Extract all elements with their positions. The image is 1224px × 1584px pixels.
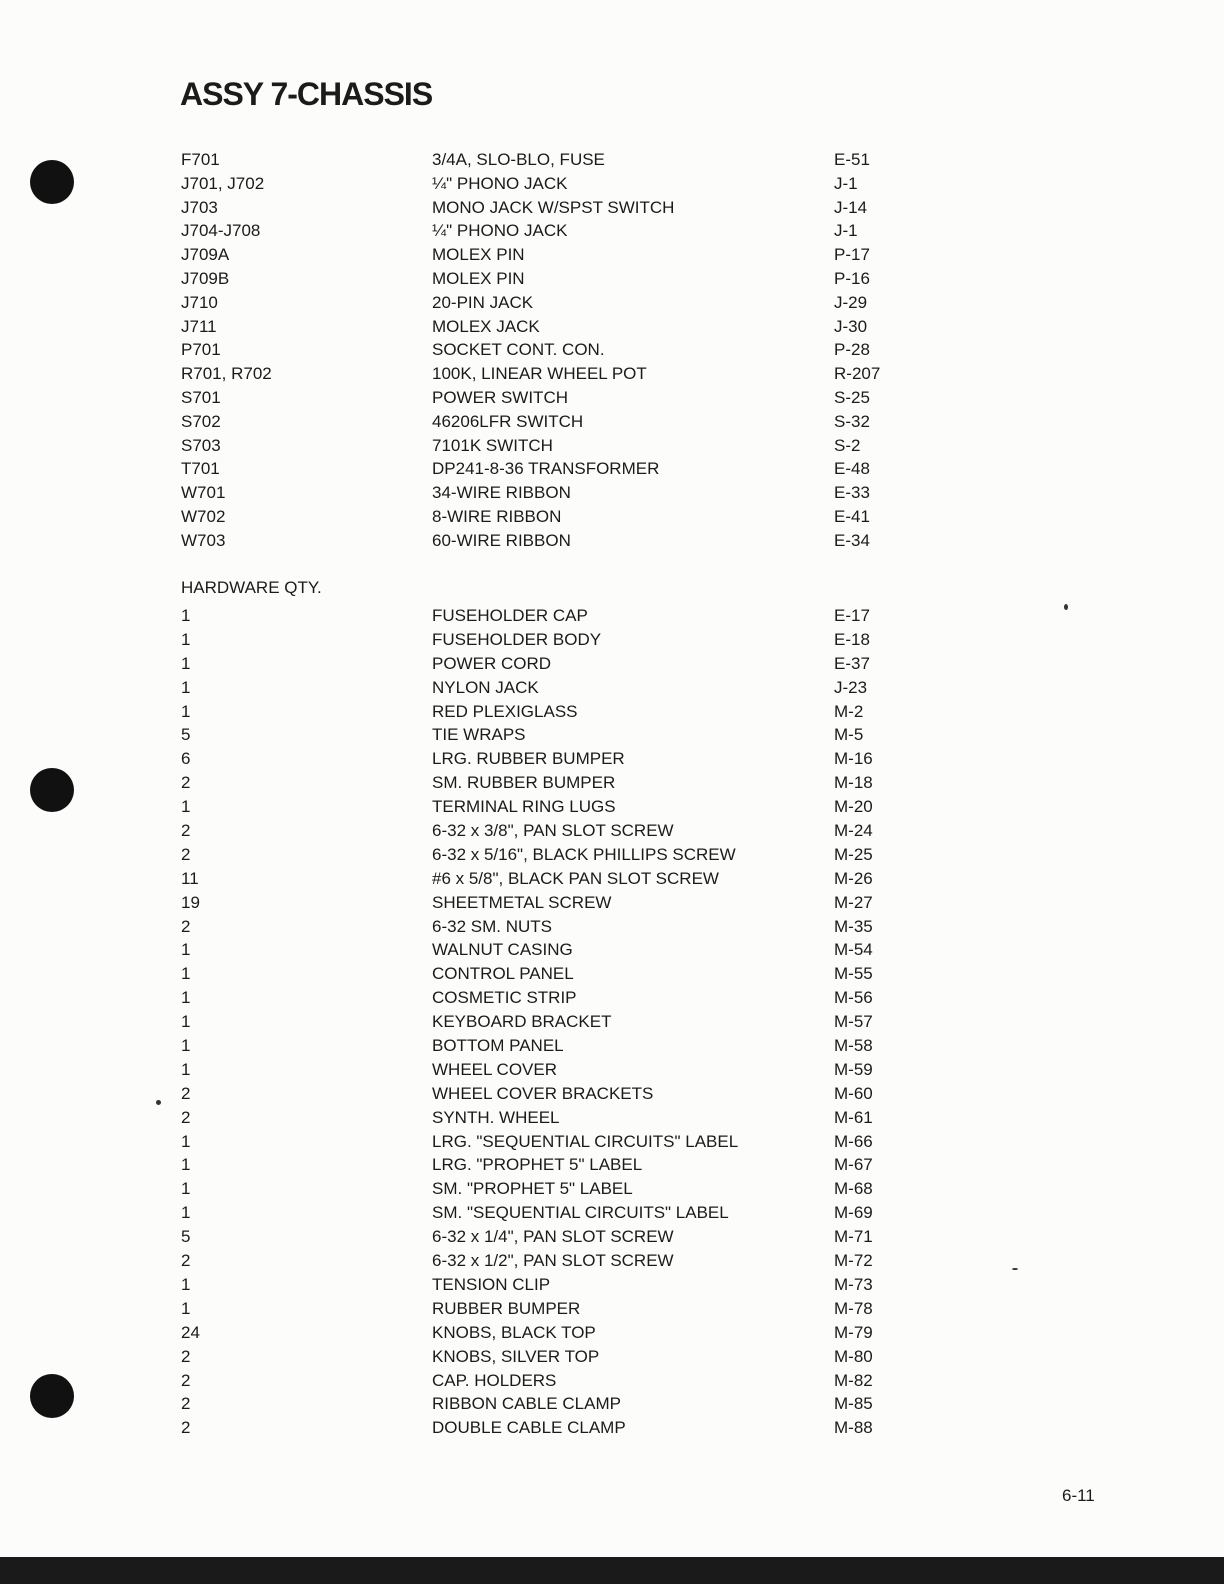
table-row xyxy=(0,891,1224,915)
part-description: #6 x 5/8", BLACK PAN SLOT SCREW xyxy=(432,868,719,888)
quantity: 19 xyxy=(181,892,200,912)
table-row xyxy=(0,628,1224,652)
part-description: LRG. "SEQUENTIAL CIRCUITS" LABEL xyxy=(432,1131,739,1151)
hardware-list xyxy=(0,604,1224,1440)
table-row xyxy=(0,1321,1224,1345)
part-code: M-56 xyxy=(834,988,873,1008)
quantity: 1 xyxy=(181,1179,191,1199)
part-code: E-34 xyxy=(834,530,870,550)
part-reference: W703 xyxy=(181,530,226,550)
part-description: KNOBS, BLACK TOP xyxy=(432,1322,596,1342)
part-code: M-27 xyxy=(834,892,873,912)
part-code: E-17 xyxy=(834,606,870,625)
part-description: RIBBON CABLE CLAMP xyxy=(432,1394,621,1414)
part-description: MOLEX PIN xyxy=(432,268,525,288)
table-row xyxy=(0,291,1224,315)
part-description: KNOBS, SILVER TOP xyxy=(432,1346,600,1366)
part-description: SM. "PROPHET 5" LABEL xyxy=(432,1179,633,1199)
table-row xyxy=(0,1130,1224,1154)
table-row xyxy=(0,172,1224,196)
quantity: 24 xyxy=(181,1322,200,1342)
quantity: 2 xyxy=(181,1346,191,1366)
table-row xyxy=(0,338,1224,362)
part-description: KEYBOARD BRACKET xyxy=(432,1012,612,1032)
part-description: ¼" PHONO JACK xyxy=(432,221,568,241)
quantity: 2 xyxy=(181,1107,191,1127)
part-description: DP241-8-36 TRANSFORMER xyxy=(432,459,660,479)
part-code: E-18 xyxy=(834,629,870,649)
quantity: 1 xyxy=(181,653,191,673)
part-description: FUSEHOLDER BODY xyxy=(432,629,602,649)
part-reference: R701, R702 xyxy=(181,364,272,384)
quantity: 11 xyxy=(181,868,199,888)
quantity: 2 xyxy=(181,916,191,936)
table-row xyxy=(0,1297,1224,1321)
part-description: FUSEHOLDER CAP xyxy=(432,606,588,625)
part-code: M-58 xyxy=(834,1036,873,1056)
part-reference: F701 xyxy=(181,150,220,169)
part-description: MONO JACK W/SPST SWITCH xyxy=(432,197,675,217)
part-code: E-37 xyxy=(834,653,870,673)
part-reference: J709B xyxy=(181,268,230,288)
quantity: 1 xyxy=(181,1298,191,1318)
part-description: MOLEX PIN xyxy=(432,245,525,265)
table-row xyxy=(0,652,1224,676)
table-row xyxy=(0,1177,1224,1201)
part-reference: J709A xyxy=(181,245,230,265)
quantity: 1 xyxy=(181,629,191,649)
part-code: M-79 xyxy=(834,1322,873,1342)
part-code: E-51 xyxy=(834,150,870,169)
part-code: P-28 xyxy=(834,340,870,360)
quantity: 2 xyxy=(181,1083,191,1103)
part-description: 6-32 SM. NUTS xyxy=(432,916,552,936)
table-row xyxy=(0,196,1224,220)
table-row xyxy=(0,1010,1224,1034)
part-reference: S703 xyxy=(181,435,221,455)
table-row xyxy=(0,1416,1224,1440)
part-code: M-66 xyxy=(834,1131,873,1151)
part-description: COSMETIC STRIP xyxy=(432,988,577,1008)
quantity: 1 xyxy=(181,1131,191,1151)
table-row xyxy=(0,795,1224,819)
part-description: 100K, LINEAR WHEEL POT xyxy=(432,364,647,384)
part-code: M-71 xyxy=(834,1227,873,1247)
part-description: 6-32 x 5/16", BLACK PHILLIPS SCREW xyxy=(432,844,736,864)
part-code: M-26 xyxy=(834,868,873,888)
quantity: 1 xyxy=(181,940,191,960)
part-description: LRG. RUBBER BUMPER xyxy=(432,749,625,769)
part-code: J-23 xyxy=(834,677,868,697)
part-description: 6-32 x 1/4", PAN SLOT SCREW xyxy=(432,1227,674,1247)
table-row xyxy=(0,1058,1224,1082)
table-row xyxy=(0,986,1224,1010)
table-row xyxy=(0,819,1224,843)
part-code: M-55 xyxy=(834,964,873,984)
part-code: M-25 xyxy=(834,844,873,864)
table-row xyxy=(0,843,1224,867)
part-reference: W701 xyxy=(181,483,226,503)
part-description: SOCKET CONT. CON. xyxy=(432,340,605,360)
part-code: M-61 xyxy=(834,1107,873,1127)
part-description: CONTROL PANEL xyxy=(432,964,574,984)
part-code: J-30 xyxy=(834,316,868,336)
part-code: M-73 xyxy=(834,1274,873,1294)
part-description: POWER SWITCH xyxy=(432,387,568,407)
table-row xyxy=(0,410,1224,434)
part-description: SHEETMETAL SCREW xyxy=(432,892,612,912)
part-code: M-82 xyxy=(834,1370,873,1390)
part-reference: S701 xyxy=(181,387,221,407)
table-row xyxy=(0,604,1224,628)
table-row xyxy=(0,938,1224,962)
part-code: P-17 xyxy=(834,245,870,265)
part-description: 8-WIRE RIBBON xyxy=(432,506,562,526)
part-code: E-48 xyxy=(834,459,870,479)
table-row xyxy=(0,148,1224,172)
scan-speck xyxy=(1064,604,1068,610)
table-row xyxy=(0,962,1224,986)
part-description: WALNUT CASING xyxy=(432,940,573,960)
quantity: 2 xyxy=(181,1394,191,1414)
part-code: M-80 xyxy=(834,1346,873,1366)
part-description: 6-32 x 1/2", PAN SLOT SCREW xyxy=(432,1251,674,1271)
part-reference: P701 xyxy=(181,340,221,360)
table-row xyxy=(0,1249,1224,1273)
part-description: LRG. "PROPHET 5" LABEL xyxy=(432,1155,643,1175)
part-reference: J711 xyxy=(181,316,217,336)
quantity: 1 xyxy=(181,964,191,984)
part-description: 34-WIRE RIBBON xyxy=(432,483,571,503)
part-description: SM. RUBBER BUMPER xyxy=(432,773,616,793)
table-row xyxy=(0,434,1224,458)
part-code: M-72 xyxy=(834,1251,873,1271)
quantity: 2 xyxy=(181,1370,191,1390)
part-description: WHEEL COVER xyxy=(432,1059,558,1079)
part-code: M-5 xyxy=(834,725,864,745)
table-row xyxy=(0,362,1224,386)
part-code: M-88 xyxy=(834,1418,873,1438)
part-description: 6-32 x 3/8", PAN SLOT SCREW xyxy=(432,821,674,841)
table-row xyxy=(0,1082,1224,1106)
table-row xyxy=(0,700,1224,724)
table-row xyxy=(0,219,1224,243)
part-description: WHEEL COVER BRACKETS xyxy=(432,1083,654,1103)
scan-edge-bar xyxy=(0,1557,1224,1584)
quantity: 5 xyxy=(181,1227,191,1247)
part-code: M-59 xyxy=(834,1059,873,1079)
quantity: 1 xyxy=(181,988,191,1008)
part-code: E-33 xyxy=(834,483,870,503)
part-code: S-2 xyxy=(834,435,861,455)
scan-speck xyxy=(1012,1268,1018,1270)
part-description: RUBBER BUMPER xyxy=(432,1298,581,1318)
part-description: 20-PIN JACK xyxy=(432,292,534,312)
part-description: ¼" PHONO JACK xyxy=(432,173,568,193)
table-row xyxy=(0,481,1224,505)
part-description: SYNTH. WHEEL xyxy=(432,1107,560,1127)
table-row xyxy=(0,267,1224,291)
part-description: TENSION CLIP xyxy=(432,1274,551,1294)
part-description: DOUBLE CABLE CLAMP xyxy=(432,1418,626,1438)
part-code: S-32 xyxy=(834,411,870,431)
part-description: 7101K SWITCH xyxy=(432,435,553,455)
table-row xyxy=(0,457,1224,481)
table-row xyxy=(0,1201,1224,1225)
part-code: P-16 xyxy=(834,268,870,288)
quantity: 2 xyxy=(181,1251,191,1271)
part-code: M-78 xyxy=(834,1298,873,1318)
quantity: 1 xyxy=(181,1059,191,1079)
part-code: M-60 xyxy=(834,1083,873,1103)
quantity: 5 xyxy=(181,725,191,745)
table-row xyxy=(0,529,1224,553)
scan-speck xyxy=(156,1100,161,1105)
part-code: M-35 xyxy=(834,916,873,936)
table-row xyxy=(0,1369,1224,1393)
table-row xyxy=(0,747,1224,771)
quantity: 2 xyxy=(181,844,191,864)
quantity: 1 xyxy=(181,677,191,697)
quantity: 1 xyxy=(181,701,191,721)
part-code: M-57 xyxy=(834,1012,873,1032)
part-description: MOLEX JACK xyxy=(432,316,540,336)
part-description: 46206LFR SWITCH xyxy=(432,411,584,431)
part-code: R-207 xyxy=(834,364,881,384)
part-code: J-14 xyxy=(834,197,868,217)
part-description: CAP. HOLDERS xyxy=(432,1370,557,1390)
part-description: RED PLEXIGLASS xyxy=(432,701,578,721)
part-code: E-41 xyxy=(834,506,870,526)
part-description: POWER CORD xyxy=(432,653,551,673)
part-code: M-20 xyxy=(834,797,873,817)
part-reference: S702 xyxy=(181,411,221,431)
part-code: M-18 xyxy=(834,773,873,793)
table-row xyxy=(0,243,1224,267)
quantity: 1 xyxy=(181,1012,191,1032)
parts-list xyxy=(0,148,1224,553)
part-code: M-67 xyxy=(834,1155,873,1175)
part-description: 60-WIRE RIBBON xyxy=(432,530,571,550)
quantity: 1 xyxy=(181,1036,191,1056)
part-code: M-16 xyxy=(834,749,873,769)
quantity: 2 xyxy=(181,773,191,793)
part-reference: J710 xyxy=(181,292,218,312)
quantity: 2 xyxy=(181,821,191,841)
part-code: J-1 xyxy=(834,173,858,193)
table-row xyxy=(0,1153,1224,1177)
table-row xyxy=(0,505,1224,529)
part-description: TERMINAL RING LUGS xyxy=(432,797,616,817)
part-description: BOTTOM PANEL xyxy=(432,1036,564,1056)
part-reference: J701, J702 xyxy=(181,173,265,193)
table-row xyxy=(0,1273,1224,1297)
quantity: 1 xyxy=(181,1155,191,1175)
table-row xyxy=(0,1225,1224,1249)
table-row xyxy=(0,867,1224,891)
part-reference: J704-J708 xyxy=(181,221,261,241)
part-code: M-85 xyxy=(834,1394,873,1414)
part-description: SM. "SEQUENTIAL CIRCUITS" LABEL xyxy=(432,1203,729,1223)
page-number: 6-11 xyxy=(1062,1486,1095,1505)
quantity: 2 xyxy=(181,1418,191,1438)
part-code: M-2 xyxy=(834,701,864,721)
part-code: M-68 xyxy=(834,1179,873,1199)
part-reference: W702 xyxy=(181,506,226,526)
quantity: 1 xyxy=(181,1203,191,1223)
part-code: J-29 xyxy=(834,292,868,312)
hardware-heading: HARDWARE QTY. xyxy=(181,578,322,597)
table-row xyxy=(0,1392,1224,1416)
part-code: S-25 xyxy=(834,387,870,407)
table-row xyxy=(0,1345,1224,1369)
part-code: M-24 xyxy=(834,821,873,841)
part-code: M-69 xyxy=(834,1203,873,1223)
table-row xyxy=(0,1106,1224,1130)
part-description: 3/4A, SLO-BLO, FUSE xyxy=(432,150,605,169)
part-reference: T701 xyxy=(181,459,220,479)
part-reference: J703 xyxy=(181,197,218,217)
table-row xyxy=(0,915,1224,939)
quantity: 1 xyxy=(181,606,191,625)
page-title: ASSY 7-CHASSIS xyxy=(180,76,433,112)
table-row xyxy=(0,315,1224,339)
table-row xyxy=(0,723,1224,747)
part-code: M-54 xyxy=(834,940,873,960)
table-row xyxy=(0,386,1224,410)
part-description: TIE WRAPS xyxy=(432,725,526,745)
table-row xyxy=(0,676,1224,700)
quantity: 6 xyxy=(181,749,191,769)
table-row xyxy=(0,771,1224,795)
part-code: J-1 xyxy=(834,221,858,241)
table-row xyxy=(0,1034,1224,1058)
part-description: NYLON JACK xyxy=(432,677,539,697)
quantity: 1 xyxy=(181,1274,191,1294)
quantity: 1 xyxy=(181,797,191,817)
